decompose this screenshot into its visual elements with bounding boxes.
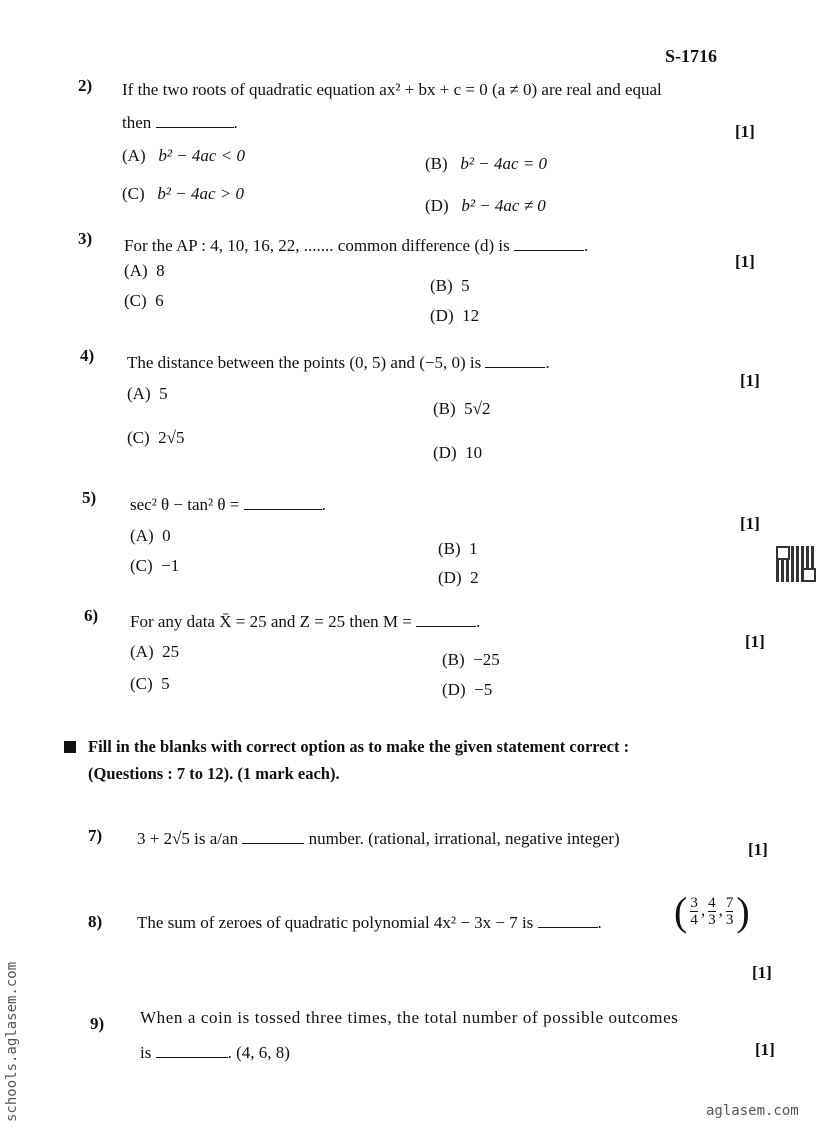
paper-code: S-1716 (665, 46, 718, 66)
qr-code (776, 546, 816, 582)
q6-text: For any data X̄ = 25 and Z = 25 then M = . (130, 609, 480, 632)
q3-option-d: (D) 12 (430, 306, 480, 325)
q6-option-c: (C) 5 (130, 674, 170, 693)
q7-marks: [1] (748, 840, 768, 859)
q4-option-c: (C) 2√5 (127, 428, 185, 447)
bullet-icon (64, 741, 76, 753)
q9-text: When a coin is tossed three times, the total number of possible outcomes (140, 1008, 679, 1027)
q2-text: If the two roots of quadratic equation ax² + bx + c = 0 (a ≠ 0) are real and equal (122, 80, 662, 99)
q2-option-c: (C) b² − 4ac > 0 (122, 184, 245, 203)
q5-option-d: (D) 2 (438, 568, 479, 587)
q7-number: 7) (88, 826, 103, 845)
q2-text-cont: then . (122, 110, 238, 133)
q8-number: 8) (88, 912, 103, 931)
q9-text-cont: is . (4, 6, 8) (140, 1040, 290, 1063)
choice-3: $\frac{7}{3}$ (725, 894, 734, 928)
q3-text: For the AP : 4, 10, 16, 22, ....... common difference (d) is . (124, 233, 588, 256)
q4-option-d: (D) 10 (433, 443, 483, 462)
q8-text: The sum of zeroes of quadratic polynomial 4x² − 3x − 7 is . (137, 910, 602, 933)
q2-then: then (122, 113, 152, 132)
q3-option-b: (B) 5 (430, 276, 470, 295)
q2-option-d: (D) b² − 4ac ≠ 0 (425, 196, 546, 215)
q3-option-c: (C) 6 (124, 291, 164, 310)
side-watermark: schools.aglasem.com (4, 961, 20, 1122)
q3-number: 3) (78, 229, 93, 248)
bottom-watermark: aglasem.com (706, 1103, 799, 1119)
q4-option-b: (B) 5√2 (433, 399, 491, 418)
q8-choices: ( $\frac{3}{4}$ , $\frac{4}{3}$ , $\frac{7}{3}$ ) (674, 889, 750, 934)
q5-option-a: (A) 0 (130, 526, 171, 545)
q5-number: 5) (82, 488, 97, 507)
q5-marks: [1] (740, 514, 760, 533)
q5-option-b: (B) 1 (438, 539, 478, 558)
q6-option-d: (D) −5 (442, 680, 493, 699)
q2-option-a: (A) b² − 4ac < 0 (122, 146, 245, 165)
q6-option-a: (A) 25 (130, 642, 180, 661)
q4-text: The distance between the points (0, 5) and (−5, 0) is . (127, 350, 550, 373)
q4-marks: [1] (740, 371, 760, 390)
q4-option-a: (A) 5 (127, 384, 168, 403)
q9-number: 9) (90, 1014, 105, 1033)
q8-marks: [1] (752, 963, 772, 982)
q9-marks: [1] (755, 1040, 775, 1059)
q6-number: 6) (84, 606, 99, 625)
choice-1: $\frac{3}{4}$ (690, 894, 698, 928)
q5-text: sec² θ − tan² θ = . (130, 492, 326, 515)
q4-number: 4) (80, 346, 95, 365)
choice-2: $\frac{4}{3}$ (708, 894, 716, 928)
section-instruction: Fill in the blanks with correct option as to make the given statement correct : (88, 737, 630, 756)
q5-option-c: (C) −1 (130, 556, 180, 575)
section-instruction-2: (Questions : 7 to 12). (1 mark each). (88, 764, 340, 783)
q6-option-b: (B) −25 (442, 650, 500, 669)
q3-marks: [1] (735, 252, 755, 271)
q2-option-b: (B) b² − 4ac = 0 (425, 154, 548, 173)
q2-marks: [1] (735, 122, 755, 141)
q3-option-a: (A) 8 (124, 261, 165, 280)
q2-number: 2) (78, 76, 93, 95)
q7-text: 3 + 2√5 is a/an number. (rational, irrational, negative integer) (137, 826, 620, 849)
q6-marks: [1] (745, 632, 765, 651)
